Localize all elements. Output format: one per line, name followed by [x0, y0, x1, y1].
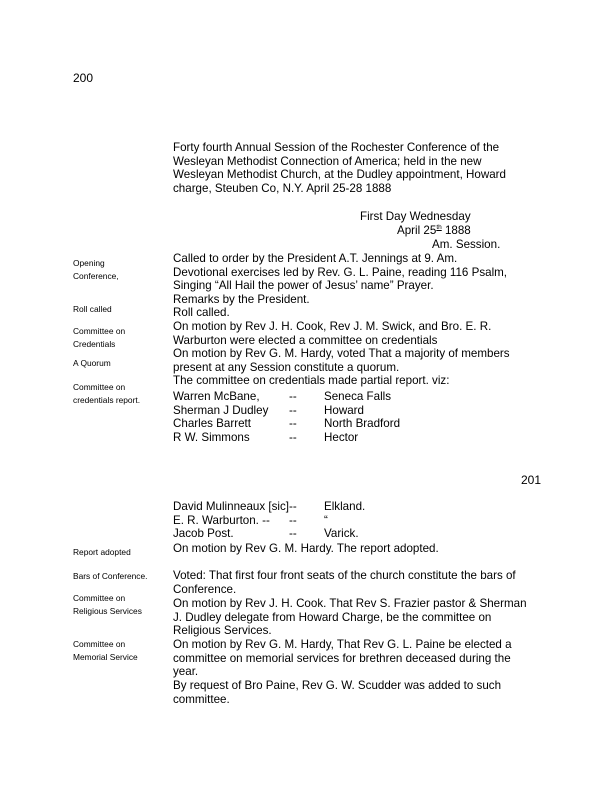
minute-memorial-service: [173, 638, 512, 679]
delegate-name: Charles Barrett: [173, 417, 251, 431]
delegate-place: Seneca Falls: [324, 390, 392, 403]
margin-note-quorum: A Quorum: [73, 358, 111, 368]
margin-note-memorial-service: [73, 638, 138, 663]
page-number-200: 200: [73, 71, 94, 85]
body-line: Remarks by the President.: [173, 292, 310, 306]
delegate-name: Sherman J Dudley: [173, 403, 269, 417]
delegate-sep: --: [289, 513, 297, 527]
delegate-sep: --: [289, 417, 297, 431]
delegate-place: Elkland.: [324, 500, 366, 513]
body-line: On motion by Rev J. H. Cook. That Rev S. Frazier pastor & Sherman: [173, 597, 527, 610]
body-line: Voted: That first four front seats of the church constitute the bars of: [173, 569, 516, 582]
margin-note-bars: Bars of Conference.: [73, 571, 148, 581]
delegate-sep: --: [289, 527, 297, 541]
margin-note-line: Religious Services: [73, 605, 142, 616]
table-row: [173, 390, 392, 404]
delegate-place: Hector: [324, 430, 359, 444]
minute-bars-of-conference: [173, 569, 516, 596]
margin-note-religious-services: [73, 592, 142, 617]
body-line: Warburton were elected a committee on credentials: [173, 333, 438, 347]
delegate-name: E. R. Warburton. --: [173, 513, 270, 527]
date-ordinal: th: [436, 224, 442, 232]
margin-note-line: Committee on: [73, 639, 126, 649]
delegate-sep: --: [289, 390, 297, 403]
body-line: Roll called.: [173, 306, 230, 320]
margin-note-line: Memorial Service: [73, 651, 138, 662]
table-row: [173, 500, 366, 514]
margin-note-line: Conference,: [73, 270, 119, 281]
body-line: J. Dudley delegate from Howard Charge, be the committee on: [173, 610, 492, 624]
table-row: [173, 430, 359, 445]
table-row: [173, 403, 364, 418]
date-year: 1888: [441, 224, 471, 237]
delegate-sep: --: [289, 403, 297, 417]
margin-note-line: Committee on: [73, 382, 126, 392]
table-row: [173, 527, 359, 541]
minute-scudder-added: [173, 679, 501, 706]
delegate-place: North Bradford: [324, 417, 401, 431]
body-line: Called to order by the President A.T. Jennings at 9. Am.: [173, 252, 458, 265]
margin-note-credentials-report: [73, 381, 140, 406]
margin-note-roll: Roll called: [73, 304, 112, 314]
table-row: [173, 513, 328, 528]
delegate-name: Jacob Post.: [173, 527, 234, 541]
margin-note-opening: [73, 257, 119, 282]
heading-line: Wesleyan Methodist Church, at the Dudley appointment, Howard: [173, 168, 506, 182]
margin-note-line: Committee on: [73, 326, 126, 336]
heading-line: Forty fourth Annual Session of the Rochester Conference of the: [173, 141, 500, 154]
delegate-place: “: [324, 513, 328, 527]
delegate-place: Howard: [324, 403, 364, 417]
body-line: On motion by Rev G. M. Hardy, That Rev G. L. Paine be elected a: [173, 638, 512, 651]
page-number-201: 201: [521, 473, 542, 487]
body-line: committee on memorial services for brethren deceased during the: [173, 651, 511, 665]
body-line: On motion by Rev J. H. Cook, Rev J. M. Swick, and Bro. E. R.: [173, 319, 492, 333]
margin-note-line: credentials report.: [73, 394, 141, 405]
day-date: [397, 224, 471, 238]
body-line: Religious Services.: [173, 624, 272, 638]
session-heading: [173, 141, 506, 195]
margin-note-report-adopted: Report adopted: [73, 547, 131, 557]
body-line: committee.: [173, 692, 230, 706]
delegate-name: Warren McBane,: [173, 390, 260, 403]
session-label: Am. Session.: [432, 238, 501, 251]
delegate-name: R W. Simmons: [173, 430, 250, 444]
table-row: [173, 417, 401, 431]
body-line: On motion by Rev G. M. Hardy, voted That a majority of members: [173, 347, 510, 361]
margin-note-line: Committee on: [73, 593, 126, 603]
day-title: First Day Wednesday: [360, 210, 471, 223]
margin-note-line: Opening: [73, 258, 105, 268]
minute-religious-services: [173, 597, 527, 638]
margin-note-line: Credentials: [73, 338, 116, 349]
body-line: The committee on credentials made partial report. viz:: [173, 374, 450, 388]
minutes-body-1: [173, 252, 510, 388]
delegate-place: Varick.: [324, 527, 359, 541]
body-line: Singing “All Hail the power of Jesus’ name” Prayer.: [173, 279, 434, 293]
minute-report-adopted: On motion by Rev G. M. Hardy. The report adopted.: [173, 542, 439, 555]
credentials-table-2: [173, 500, 553, 542]
heading-line: Wesleyan Methodist Connection of America; held in the new: [173, 154, 482, 168]
delegate-sep: --: [289, 430, 297, 444]
credentials-table-1: [173, 390, 553, 446]
body-line: year.: [173, 665, 199, 679]
body-line: Devotional exercises led by Rev. G. L. Paine, reading 116 Psalm,: [173, 265, 508, 279]
body-line: present at any Session constitute a quorum.: [173, 360, 400, 374]
date-prefix: April 25: [397, 224, 437, 237]
margin-note-committee-credentials: [73, 325, 125, 350]
body-line: By request of Bro Paine, Rev G. W. Scudder was added to such: [173, 679, 502, 692]
delegate-name: David Mulinneaux [sic]--: [173, 500, 297, 513]
body-line: Conference.: [173, 582, 237, 596]
heading-line: charge, Steuben Co, N.Y. April 25-28 1888: [173, 181, 392, 195]
